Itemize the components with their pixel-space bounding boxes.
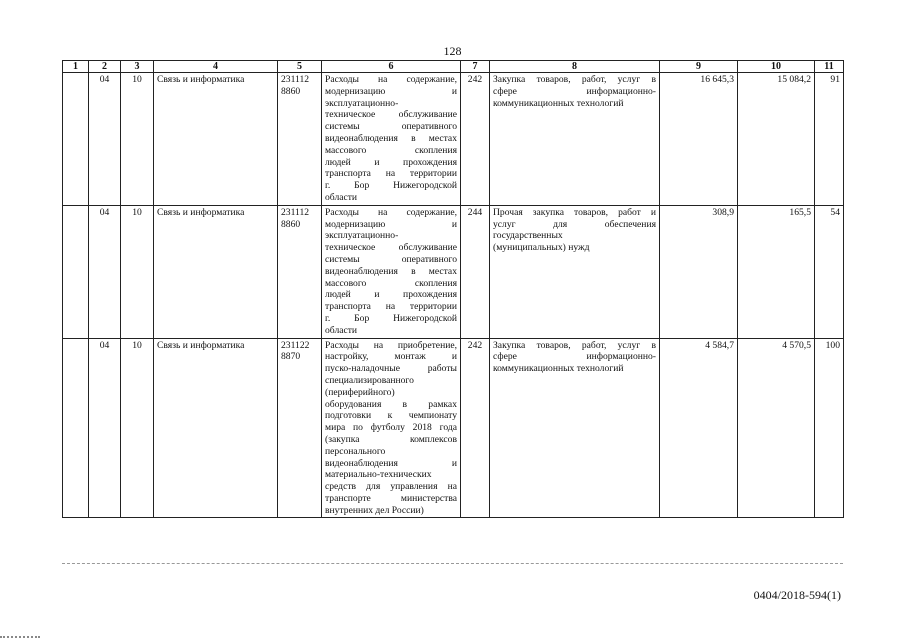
text-line: (периферийного)	[325, 386, 395, 398]
text-line: государственных	[493, 230, 563, 242]
cell-value-9: 308,9	[660, 205, 738, 338]
text-line: коммуникационных технологий	[493, 97, 624, 109]
text-line: людей и прохождения	[325, 289, 457, 301]
cell-value-9: 16 645,3	[660, 73, 738, 206]
text-line: внутренних дел России)	[325, 504, 424, 516]
cell-subsection: 10	[121, 338, 154, 518]
text-line: видеонаблюдения в местах	[325, 132, 457, 144]
text-line: 8870	[281, 351, 301, 363]
cell-col1	[63, 73, 89, 206]
table-row	[63, 338, 844, 518]
cell-description	[322, 205, 461, 338]
cell-section-name: Связь и информатика	[154, 338, 278, 518]
text-line: (закупка комплексов	[325, 433, 457, 445]
text-line: техническое обслуживание	[325, 109, 457, 121]
cell-subsection: 10	[121, 205, 154, 338]
text-line: подготовки к чемпионату	[325, 410, 457, 422]
text-line: пуско-наладочные работы	[325, 363, 457, 375]
text-line: 231112	[281, 74, 310, 85]
header-row	[63, 61, 844, 73]
col-header-7: 7	[461, 61, 490, 73]
text-line: услуг для обеспечения	[493, 218, 656, 230]
text-line: области	[325, 324, 358, 336]
text-line: средств для управления на	[325, 481, 457, 493]
cell-value-10: 165,5	[738, 205, 815, 338]
text-line: сфере информационно-	[493, 351, 656, 363]
cell-target-article	[278, 73, 322, 206]
cell-target-article	[278, 338, 322, 518]
cell-expense-type: 244	[461, 205, 490, 338]
cell-value-10: 4 570,5	[738, 338, 815, 518]
text-line: г. Бор Нижегородской	[325, 312, 457, 324]
cell-section-name: Связь и информатика	[154, 73, 278, 206]
cell-expense-type-name	[490, 73, 660, 206]
table-row	[63, 73, 844, 206]
cell-subsection: 10	[121, 73, 154, 206]
cell-section: 04	[89, 338, 121, 518]
document-code: 0404/2018-594(1)	[753, 588, 841, 602]
cell-expense-type: 242	[461, 338, 490, 518]
cell-value-10: 15 084,2	[738, 73, 815, 206]
cell-value-11: 100	[815, 338, 844, 518]
cell-description	[322, 73, 461, 206]
col-header-9: 9	[660, 61, 738, 73]
text-line: 8860	[281, 85, 301, 97]
text-line: людей и прохождения	[325, 156, 457, 168]
cell-description	[322, 338, 461, 518]
text-line: коммуникационных технологий	[493, 363, 624, 375]
text-line: области	[325, 191, 358, 203]
page-bottom-rule	[62, 563, 843, 564]
col-header-11: 11	[815, 61, 844, 73]
col-header-2: 2	[89, 61, 121, 73]
col-header-8: 8	[490, 61, 660, 73]
table-row	[63, 205, 844, 338]
text-line: модернизацию и	[325, 85, 457, 97]
cell-value-11: 91	[815, 73, 844, 206]
text-line: мира по футболу 2018 года	[325, 422, 457, 434]
text-line: 231112	[281, 206, 310, 218]
text-line: персонального	[325, 445, 386, 457]
text-line: транспорта на территории	[325, 168, 457, 180]
cell-section-name: Связь и информатика	[154, 205, 278, 338]
col-header-4: 4	[154, 61, 278, 73]
scan-edge-mark	[0, 636, 40, 638]
col-header-10: 10	[738, 61, 815, 73]
cell-expense-type: 242	[461, 73, 490, 206]
text-line: массового скопления	[325, 144, 457, 156]
text-line: оборудования в рамках	[325, 398, 457, 410]
text-line: эксплуатационно-	[325, 230, 399, 242]
text-line: видеонаблюдения в местах	[325, 265, 457, 277]
cell-target-article	[278, 205, 322, 338]
text-line: транспорте министерства	[325, 492, 457, 504]
col-header-5: 5	[278, 61, 322, 73]
col-header-3: 3	[121, 61, 154, 73]
text-line: 231122	[281, 339, 310, 351]
text-line: Расходы на приобретение,	[325, 339, 457, 351]
cell-section: 04	[89, 205, 121, 338]
cell-expense-type-name	[490, 205, 660, 338]
cell-col1	[63, 338, 89, 518]
text-line: Расходы на содержание,	[325, 74, 457, 85]
cell-expense-type-name	[490, 338, 660, 518]
text-line: Прочая закупка товаров, работ и	[493, 206, 656, 218]
text-line: настройку, монтаж и	[325, 351, 457, 363]
cell-col1	[63, 205, 89, 338]
col-header-6: 6	[322, 61, 461, 73]
text-line: системы оперативного	[325, 253, 457, 265]
text-line: (муниципальных) нужд	[493, 242, 590, 254]
text-line: Расходы на содержание,	[325, 206, 457, 218]
text-line: транспорта на территории	[325, 301, 457, 313]
text-line: системы оперативного	[325, 121, 457, 133]
text-line: модернизацию и	[325, 218, 457, 230]
text-line: техническое обслуживание	[325, 242, 457, 254]
text-line: 8860	[281, 218, 301, 230]
text-line: массового скопления	[325, 277, 457, 289]
col-header-1: 1	[63, 61, 89, 73]
cell-value-9: 4 584,7	[660, 338, 738, 518]
text-line: эксплуатационно-	[325, 97, 399, 109]
text-line: материально-технических	[325, 469, 432, 481]
page-number: 128	[443, 44, 462, 58]
text-line: специализированного	[325, 374, 414, 386]
cell-value-11: 54	[815, 205, 844, 338]
text-line: Закупка товаров, работ, услуг в	[493, 74, 656, 85]
text-line: Закупка товаров, работ, услуг в	[493, 339, 656, 351]
budget-table	[62, 60, 844, 518]
text-line: сфере информационно-	[493, 85, 656, 97]
text-line: видеонаблюдения и	[325, 457, 457, 469]
text-line: г. Бор Нижегородской	[325, 180, 457, 192]
cell-section: 04	[89, 73, 121, 206]
